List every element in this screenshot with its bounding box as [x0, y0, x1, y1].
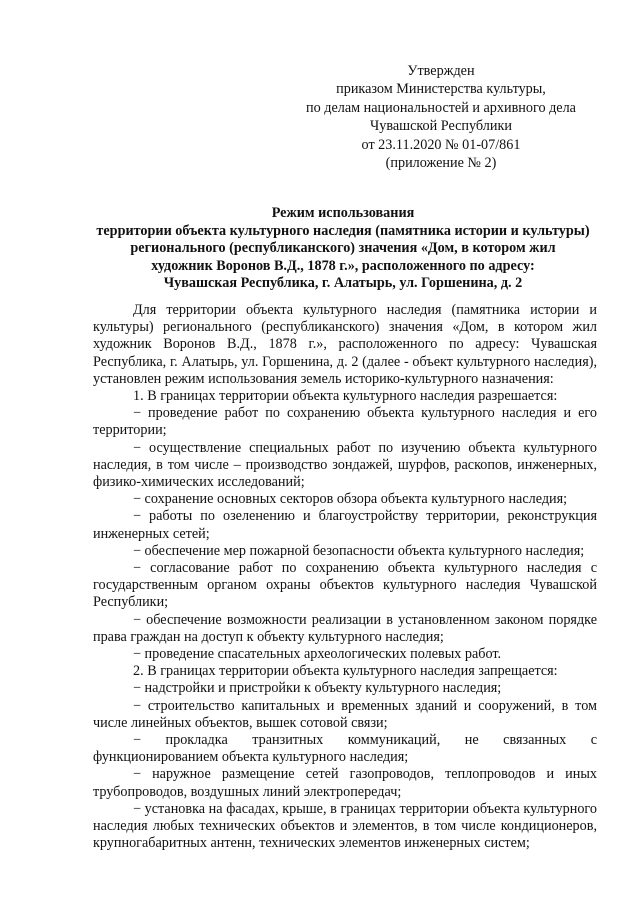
- list-item: − проведение работ по сохранению объекта культурного наследия и его территории;: [93, 405, 597, 439]
- list-item: − установка на фасадах, крыше, в границах территории объекта культурного наследия любых технических объектов и элементов, в том числе кондиционеров, крупногабаритных антенн, технических элементов инженерных систем;: [93, 800, 597, 852]
- approval-line: (приложение № 2): [385, 155, 497, 172]
- section-1-heading: 1. В границах территории объекта культурного наследия разрешается:: [133, 388, 558, 405]
- title-line: территории объекта культурного наследия (памятника истории и культуры): [96, 222, 590, 239]
- list-item: − осуществление специальных работ по изучению объекта культурного наследия, в том числе – производство зондажей, шурфов, раскопов, инженерных, физико-химических исследований;: [93, 439, 597, 491]
- approval-line: Утвержден: [407, 63, 475, 79]
- list-item: − согласование работ по сохранению объекта культурного наследия с государственным органом охраны объектов культурного наследия Чувашской Республики;: [93, 560, 597, 611]
- approval-line: от 23.11.2020 № 01-07/861: [361, 136, 521, 153]
- list-item: − обеспечение мер пожарной безопасности объекта культурного наследия;: [133, 542, 585, 559]
- list-item: − строительство капитальных и временных зданий и сооружений, в том числе линейных объектов, вышек сотовой связи;: [93, 697, 597, 731]
- title-line: Чувашская Республика, г. Алатырь, ул. Горшенина, д. 2: [163, 275, 523, 292]
- list-item: − сохранение основных секторов обзора объекта культурного наследия;: [133, 491, 568, 508]
- list-item: − прокладка транзитных коммуникаций, не связанных с функционированием объекта культурного наследия;: [93, 732, 597, 766]
- intro-paragraph: Для территории объекта культурного наследия (памятника истории и культуры) регионального (республиканского) значения «Дом, в котором жил художник Воронов В.Д., 1878 г.», расположенного по адресу: Чувашская Республика, г. Алатырь, ул. Горшенина, д. 2 (далее - объект культурного наследия), установлен режим использования земель историко-культурного назначения:: [93, 302, 597, 387]
- list-item: − проведение спасательных археологических полевых работ.: [133, 646, 502, 663]
- approval-line: Чувашской Республики: [370, 118, 512, 135]
- section-2-heading: 2. В границах территории объекта культурного наследия запрещается:: [133, 663, 558, 680]
- title-line: Режим использования: [271, 205, 415, 221]
- title-line: художник Воронов В.Д., 1878 г.», расположенного по адресу:: [151, 257, 535, 274]
- list-item: − надстройки и пристройки к объекту культурного наследия;: [133, 680, 502, 697]
- list-item: − наружное размещение сетей газопроводов, теплопроводов и иных трубопроводов, воздушных линий электропередач;: [93, 766, 597, 800]
- list-item: − обеспечение возможности реализации в установленном законом порядке права граждан на доступ к объекту культурного наследия;: [93, 611, 597, 645]
- list-item: − работы по озеленению и благоустройству территории, реконструкция инженерных сетей;: [93, 508, 597, 542]
- approval-line: приказом Министерства культуры,: [336, 81, 546, 98]
- approval-block: [300, 62, 582, 172]
- approval-line: по делам национальностей и архивного дела: [306, 99, 576, 116]
- document-title: [76, 205, 610, 293]
- document-body: [93, 302, 597, 853]
- title-line: регионального (республиканского) значения «Дом, в котором жил: [130, 240, 556, 257]
